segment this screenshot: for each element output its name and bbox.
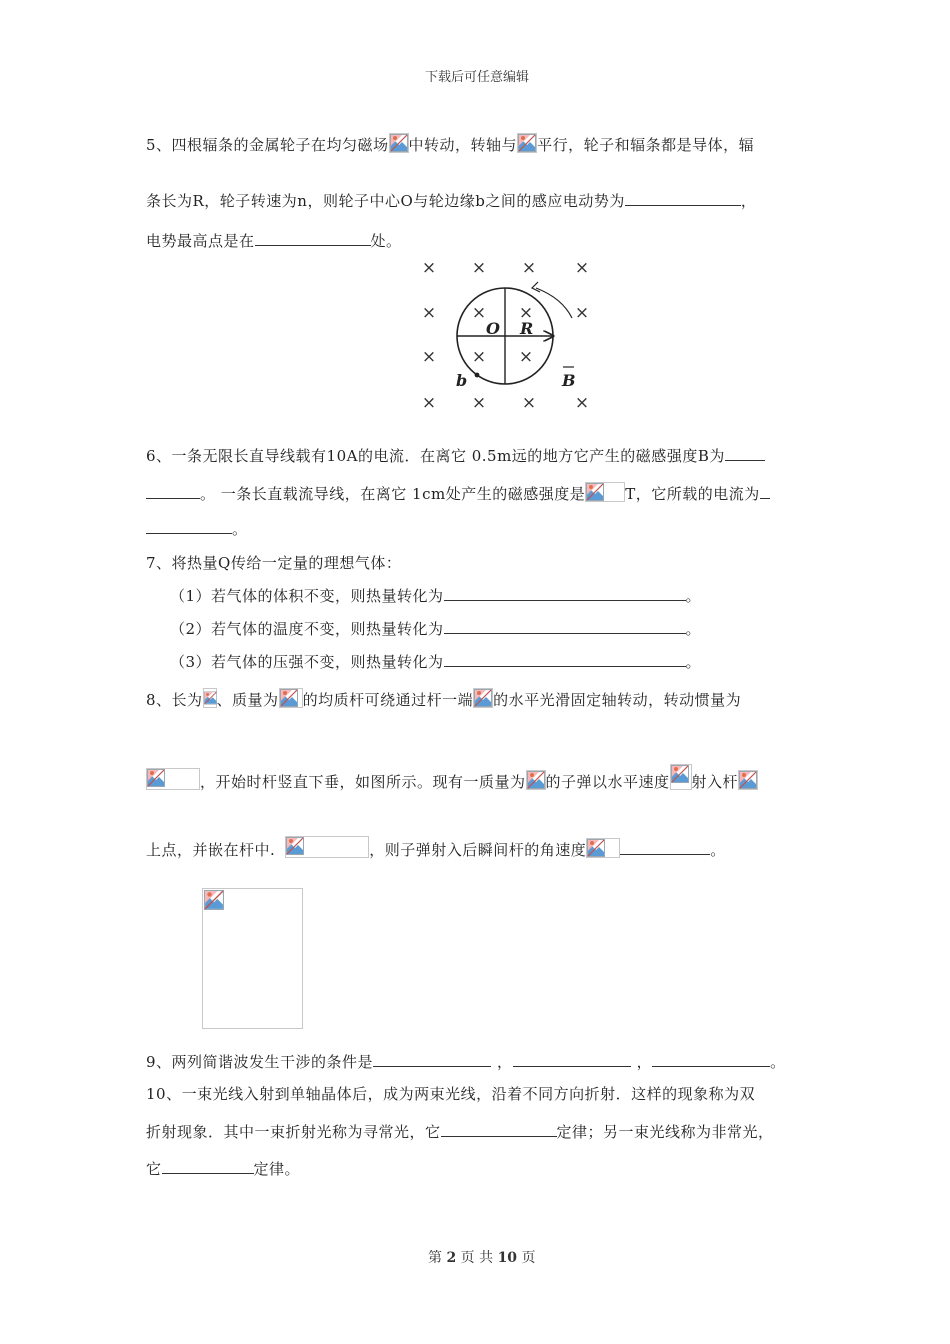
field-cross: ×	[521, 258, 537, 278]
answer-blank[interactable]	[625, 191, 741, 206]
q5-text-e: ，	[740, 192, 757, 210]
broken-image-icon	[203, 688, 217, 708]
q5-text-a: 5、四根辐条的金属轮子在均匀磁场	[146, 136, 389, 154]
q5-line-3	[146, 230, 402, 251]
broken-image-icon	[279, 688, 303, 708]
q7-sub-2: （2）若气体的温度不变，则热量转化为 。	[170, 620, 702, 638]
rod-figure-placeholder	[202, 888, 303, 1029]
q5-text-d: 条长为R，轮子转速为n，则轮子中心O与轮边缘b之间的感应电动势为	[146, 192, 625, 210]
field-cross: ×	[471, 303, 487, 323]
field-cross: ×	[521, 393, 537, 413]
broken-image-icon	[526, 770, 546, 790]
q5-text-g: 处。	[370, 232, 402, 250]
label-B: B	[562, 371, 576, 390]
answer-blank[interactable]	[162, 1159, 254, 1174]
field-cross: ×	[574, 393, 590, 413]
broken-image-icon	[517, 133, 537, 153]
answer-blank[interactable]	[373, 1052, 491, 1067]
field-cross: ×	[421, 393, 437, 413]
field-cross: ×	[518, 347, 534, 367]
q6-line-1	[146, 445, 765, 466]
field-cross: ×	[421, 347, 437, 367]
answer-blank[interactable]	[725, 446, 765, 461]
field-cross: ×	[574, 258, 590, 278]
q7-sub-1: （1）若气体的体积不变，则热量转化为 。	[170, 587, 702, 605]
point-b-dot	[475, 373, 480, 378]
page-header: 下载后可任意编辑	[425, 70, 530, 85]
label-o: O	[486, 319, 500, 338]
answer-blank[interactable]	[620, 840, 710, 855]
answer-blank[interactable]	[146, 484, 200, 499]
q8-line-3: 上点，并嵌在杆中. ，则子弹射入后瞬间杆的角速度 。	[146, 836, 726, 860]
broken-image-icon	[204, 890, 224, 910]
broken-image-icon	[285, 836, 369, 858]
answer-blank[interactable]	[441, 1122, 557, 1137]
q7-line-1: 7、将热量Q传给一定量的理想气体：	[146, 554, 402, 572]
answer-blank[interactable]	[444, 652, 686, 667]
q10-line-3: 它 定律。	[146, 1160, 301, 1178]
q6-line-2	[146, 482, 770, 504]
broken-image-icon	[738, 770, 758, 790]
q8-line-2: ，开始时杆竖直下垂，如图所示。现有一质量为 的子弹以水平速度 射入杆	[146, 764, 758, 792]
q5-text-c: 平行，轮子和辐条都是导体，辐	[537, 136, 755, 154]
q10-line-2: 折射现象．其中一束折射光称为寻常光，它 定律；另一束光线称为非常光，	[146, 1123, 774, 1141]
q6-text-b: 。 一条长直载流导线，在离它 1cm处产生的磁感强度是	[200, 485, 586, 503]
label-r: R	[520, 319, 534, 338]
answer-blank[interactable]	[760, 484, 770, 499]
q6-text-c: T，它所载的电流为	[625, 485, 760, 503]
broken-image-icon	[670, 764, 692, 790]
broken-image-icon	[389, 133, 409, 153]
answer-blank[interactable]	[146, 519, 232, 534]
q5-line-1	[146, 133, 754, 155]
field-cross: ×	[471, 347, 487, 367]
page-footer: 第 2 页 共 10 页	[428, 1250, 536, 1266]
field-cross: ×	[471, 258, 487, 278]
total-page-count: 10	[497, 1250, 518, 1266]
rotating-wheel-figure	[410, 252, 610, 418]
q5-text-b: 中转动，转轴与	[408, 136, 518, 154]
q7-sub-3: （3）若气体的压强不变，则热量转化为 。	[170, 653, 702, 671]
answer-blank[interactable]	[444, 619, 686, 634]
broken-image-icon	[585, 482, 625, 502]
answer-blank[interactable]	[444, 586, 686, 601]
answer-blank[interactable]	[652, 1052, 770, 1067]
field-cross: ×	[518, 303, 534, 323]
field-cross: ×	[574, 303, 590, 323]
broken-image-icon	[586, 838, 620, 858]
current-page-number: 2	[446, 1250, 457, 1266]
answer-blank[interactable]	[255, 231, 371, 246]
rotation-arrow-head	[532, 282, 540, 292]
field-cross: ×	[421, 303, 437, 323]
q6-line-3	[146, 518, 248, 539]
q6-text-d: 。	[232, 520, 248, 538]
q10-line-1: 10、一束光线入射到单轴晶体后，成为两束光线，沿着不同方向折射．这样的现象称为双	[146, 1085, 756, 1103]
rotation-arc	[536, 288, 572, 318]
broken-image-icon	[473, 688, 493, 708]
q9-line-1: 9、两列简谐波发生干涉的条件是 ， ， 。	[146, 1053, 786, 1071]
broken-image-icon	[146, 768, 200, 790]
q8-line-1: 8、长为 、质量为 的均质杆可绕通过杆一端 的水平光滑固定轴转动，转动惯量为	[146, 688, 741, 710]
field-cross: ×	[471, 393, 487, 413]
q5-text-f: 电势最高点是在	[146, 232, 255, 250]
q6-text-a: 6、一条无限长直导线载有10A的电流．在离它 0.5m远的地方它产生的磁感强度B为	[146, 447, 725, 465]
field-cross: ×	[421, 258, 437, 278]
q5-line-2	[146, 190, 756, 211]
answer-blank[interactable]	[513, 1052, 631, 1067]
label-b: b	[456, 371, 468, 390]
